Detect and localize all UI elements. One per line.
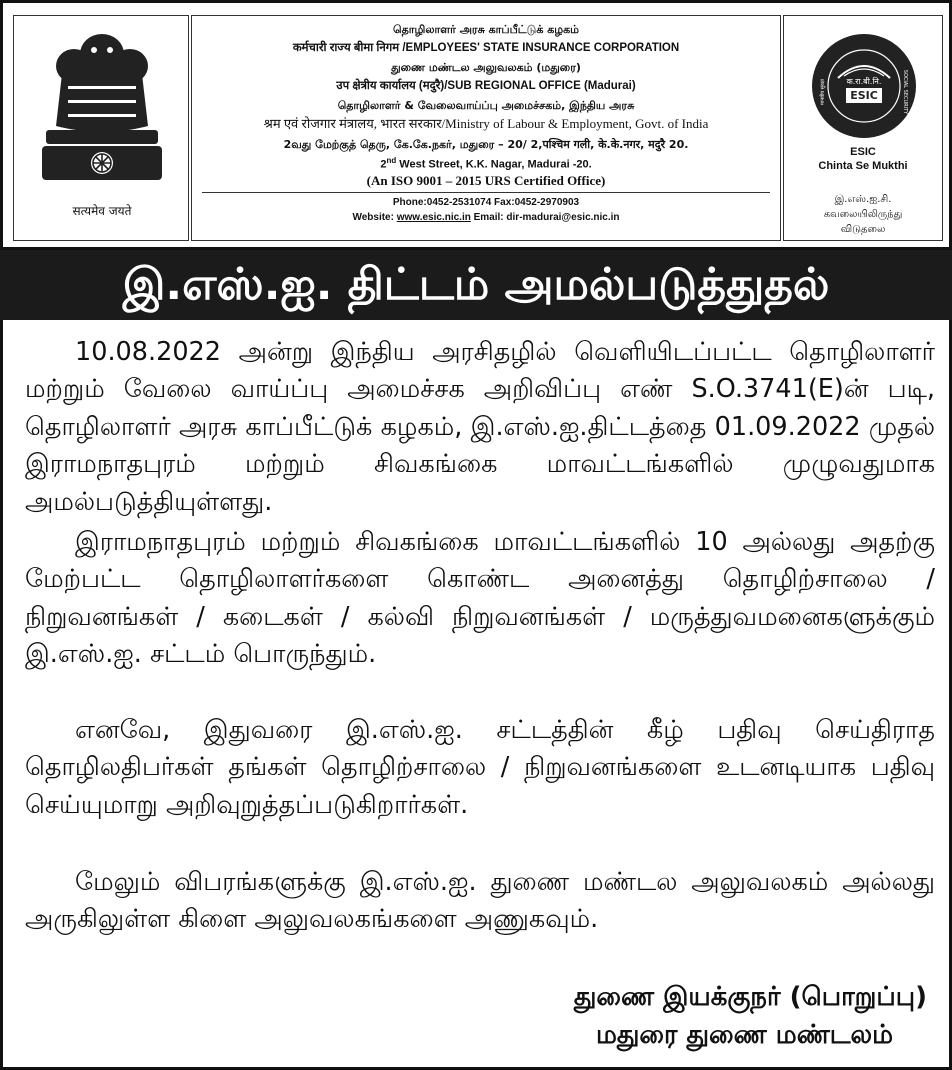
paragraph-3: எனவே, இதுவரை இ.எஸ்.ஐ. சட்டத்தின் கீழ் பதிவு செய்திராத தொழிலதிபர்கள் தங்கள் தொழிற்சாலை / நிறுவனங்களை உடனடியாக பதிவு செய்யுமாறு அறிவுறுத்தப்படுகிறார்கள். [25, 715, 935, 820]
ministry-tamil: தொழிலாளர் & வேலைவாய்ப்பு அமைச்சகம், இந்திய அரசு [337, 99, 635, 112]
logo-hindi-abbr: क.रा.बी.नि. [846, 77, 882, 86]
tamil-tagline-1: கவலையிலிருந்து [823, 209, 903, 220]
esic-tagline: Chinta Se Mukthi [818, 160, 908, 172]
address-english: 2nd West Street, K.K. Nagar, Madurai -20. [380, 156, 592, 171]
office-name-bilingual: उप क्षेत्रीय कार्यालय (मदुरै)/SUB REGIONAL OFFICE (Madurai) [336, 80, 636, 92]
address-tamil: 2வது மேற்குத் தெரு, கே.கே.நகர், மதுரை – 20/ 2,पश्चिम गली, के.के.नगर, मदुरै 20. [283, 138, 689, 151]
org-name-tamil: தொழிலாளர் அரசு காப்பீட்டுக் கழகம் [393, 23, 579, 36]
phone-fax: Phone:0452-2531074 Fax:0452-2970903 [392, 197, 580, 208]
headline: இ.எஸ்.ஐ. திட்டம் அமல்படுத்துதல் [122, 259, 830, 310]
esic-logo-icon [810, 32, 918, 140]
header-divider [202, 192, 770, 193]
esic-label: ESIC [850, 146, 876, 158]
headline-band [0, 250, 952, 320]
logo-hindi-ring: मानवीय सुरक्षा [820, 79, 826, 105]
esic-logo-panel [783, 15, 943, 241]
esic-tamil-abbr: இ.எஸ்.ஐ.சி. [834, 194, 892, 205]
office-details [191, 15, 781, 241]
office-name-tamil: துணை மண்டல அலுவலகம் (மதுரை) [391, 61, 581, 74]
website-email: Website: www.esic.nic.in Email: dir-madurai@esic.nic.in [352, 212, 620, 223]
notice-body [0, 320, 952, 1070]
letterhead [0, 0, 952, 250]
iso-certification: (An ISO 9001 – 2015 URS Certified Office) [366, 173, 606, 188]
national-emblem-icon [32, 26, 172, 196]
paragraph-4: மேலும் விபரங்களுக்கு இ.எஸ்.ஐ. துணை மண்டல அலுவலகம் அல்லது அருகிலுள்ள கிளை அலுவலகங்களை அணுகவும். [25, 867, 935, 935]
tamil-tagline-2: விடுதலை [840, 224, 886, 235]
emblem-panel [13, 15, 189, 241]
signatory-office: மதுரை துணை மண்டலம் [595, 1020, 893, 1050]
paragraph-2: இராமநாதபுரம் மற்றும் சிவகங்கை மாவட்டங்களில் 10 அல்லது அதற்கு மேற்பட்ட தொழிலாளர்களை கொண்ட அனைத்து தொழிற்சாலை / நிறுவனங்கள் / கடைகள் / கல்வி நிறுவனங்கள் / மருத்துவமனைகளுக்கும் இ.எஸ்.ஐ. சட்டம் பொருந்தும். [25, 527, 935, 670]
emblem-motto: सत्यमेव जयते [72, 204, 132, 218]
logo-esic-text: ESIC [850, 89, 878, 102]
ministry-bilingual: श्रम एवं रोजगार मंत्रालय, भारत सरकार/Ministry of Labour & Employment, Govt. of India [263, 116, 709, 131]
paragraph-1: 10.08.2022 அன்று இந்திய அரசிதழில் வெளியிடப்பட்ட தொழிலாளர் மற்றும் வேலை வாய்ப்பு அமைச்சக அறிவிப்பு எண் S.O.3741(E)ன் படி, தொழிலாளர் அரசு காப்பீட்டுக் கழகம், இ.எஸ்.ஐ.திட்டத்தை 01.09.2022 முதல் இராமநாதபுரம் மற்றும் சிவகங்கை மாவட்டங்களில் முழுவதுமாக அமல்படுத்தியுள்ளது. [25, 337, 935, 517]
logo-social-security: SOCIAL SECURITY [902, 69, 908, 115]
org-name-bilingual: कर्मचारी राज्य बीमा निगम /EMPLOYEES' STATE INSURANCE CORPORATION [292, 42, 680, 54]
website-link[interactable]: www.esic.nic.in [396, 212, 471, 223]
signatory-title: துணை இயக்குநர் (பொறுப்பு) [573, 982, 927, 1012]
